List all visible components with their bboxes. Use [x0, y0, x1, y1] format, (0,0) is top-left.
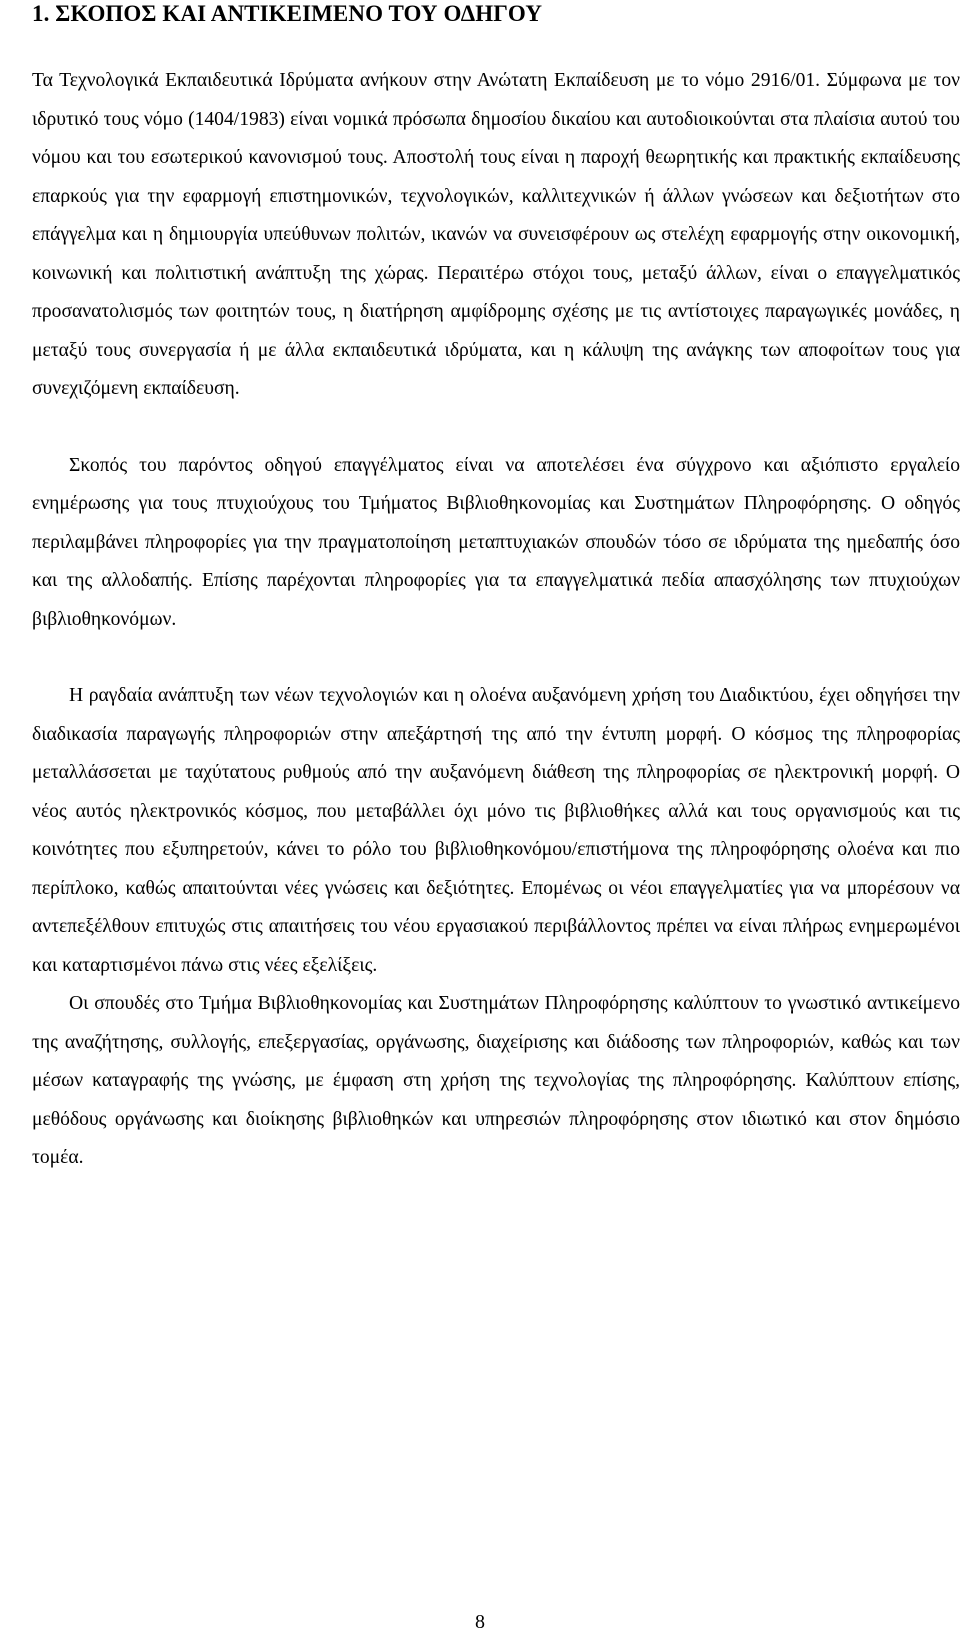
paragraph-technology-development: Η ραγδαία ανάπτυξη των νέων τεχνολογιών και η ολοένα αυξανόμενη χρήση του Διαδικτύου, έχει οδηγήσει την διαδικασία παραγωγής πληροφοριών στην απεξάρτησή της από την έντυπη μορφή. Ο κόσμος της πληροφορίας μεταλλάσσεται με ταχύτατους ρυθμούς από την αυξανόμενη διάθεση της πληροφορίας σε ηλεκτρονική μορφή. Ο νέος αυτός ηλεκτρονικός κόσμος, που μεταβάλλει όχι μόνο τις βιβλιοθήκες αλλά και τους οργανισμούς και τις κοινότητες που εξυπηρετούν, κάνει το ρόλο του βιβλιοθηκονόμου/επιστήμονα της πληροφόρησης ολοένα και πιο περίπλοκο, καθώς απαιτούνται νέες γνώσεις και δεξιότητες. Επομένως οι νέοι επαγγελματίες για να μπορέσουν να αντεπεξέλθουν επιτυχώς στις απαιτήσεις του νέου εργασιακού περιβάλλοντος πρέπει να είναι πλήρως ενημερωμένοι και καταρτισμένοι πάνω στις νέες εξελίξεις.	[32, 685, 960, 976]
paragraph-guide-purpose: Σκοπός του παρόντος οδηγού επαγγέλματος είναι να αποτελέσει ένα σύγχρονο και αξιόπιστο εργαλείο ενημέρωσης για τους πτυχιούχους του Τμήματος Βιβλιοθηκονομίας και Συστημάτων Πληροφόρησης. Ο οδηγός περιλαμβάνει πληροφορίες για την πραγματοποίηση μεταπτυχιακών σπουδών τόσο σε ιδρύματα της ημεδαπής όσο και της αλλοδαπής. Επίσης παρέχονται πληροφορίες για τα επαγγελματικά πεδία απασχόλησης των πτυχιούχων βιβλιοθηκονόμων.	[32, 454, 960, 630]
section-heading: 1. ΣΚΟΠΟΣ ΚΑΙ ΑΝΤΙΚΕΙΜΕΝΟ ΤΟΥ ΟΔΗΓΟΥ	[32, 1, 543, 26]
paragraph-institutions: Τα Τεχνολογικά Εκπαιδευτικά Ιδρύματα ανήκουν στην Ανώτατη Εκπαίδευση με το νόμο 2916/01. Σύμφωνα με τον ιδρυτικό τους νόμο (1404/1983) είναι νομικά πρόσωπα δημοσίου δικαίου και αυτοδιοικούνται στα πλαίσια αυτού του νόμου και του εσωτερικού κανονισμού τους. Αποστολή τους είναι η παροχή θεωρητικής και πρακτικής εκπαίδευσης επαρκούς για την εφαρμογή επιστημονικών, τεχνολογικών, καλλιτεχνικών ή άλλων γνώσεων και δεξιοτήτων στο επάγγελμα και η δημιουργία υπεύθυνων πολιτών, ικανών να συνεισφέρουν ως στελέχη εφαρμογής στην οικονομική, κοινωνική και πολιτιστική ανάπτυξη της χώρας. Περαιτέρω στόχοι τους, μεταξύ άλλων, είναι ο επαγγελματικός προσανατολισμός των φοιτητών τους, η διατήρηση αμφίδρομης σχέσης με τις αντίστοιχες παραγωγικές μονάδες, η μεταξύ τους συνεργασία ή με άλλα εκπαιδευτικά ιδρύματα, και η κάλυψη της ανάγκης των αποφοίτων τους για συνεχιζόμενη εκπαίδευση.	[32, 70, 960, 399]
document-page	[32, 0, 960, 1178]
paragraph-department-studies: Οι σπουδές στο Τμήμα Βιβλιοθηκονομίας και Συστημάτων Πληροφόρησης καλύπτουν το γνωστικό αντικείμενο της αναζήτησης, συλλογής, επεξεργασίας, οργάνωσης, διαχείρισης και διάδοσης των πληροφοριών, καθώς και των μέσων καταγραφής της γνώσης, με έμφαση στη χρήση της τεχνολογίας της πληροφόρησης. Καλύπτουν επίσης, μεθόδους οργάνωσης και διοίκησης βιβλιοθηκών και υπηρεσιών πληροφόρησης στον ιδιωτικό και στον δημόσιο τομέα.	[32, 993, 960, 1168]
page-number: 8	[475, 1611, 485, 1633]
